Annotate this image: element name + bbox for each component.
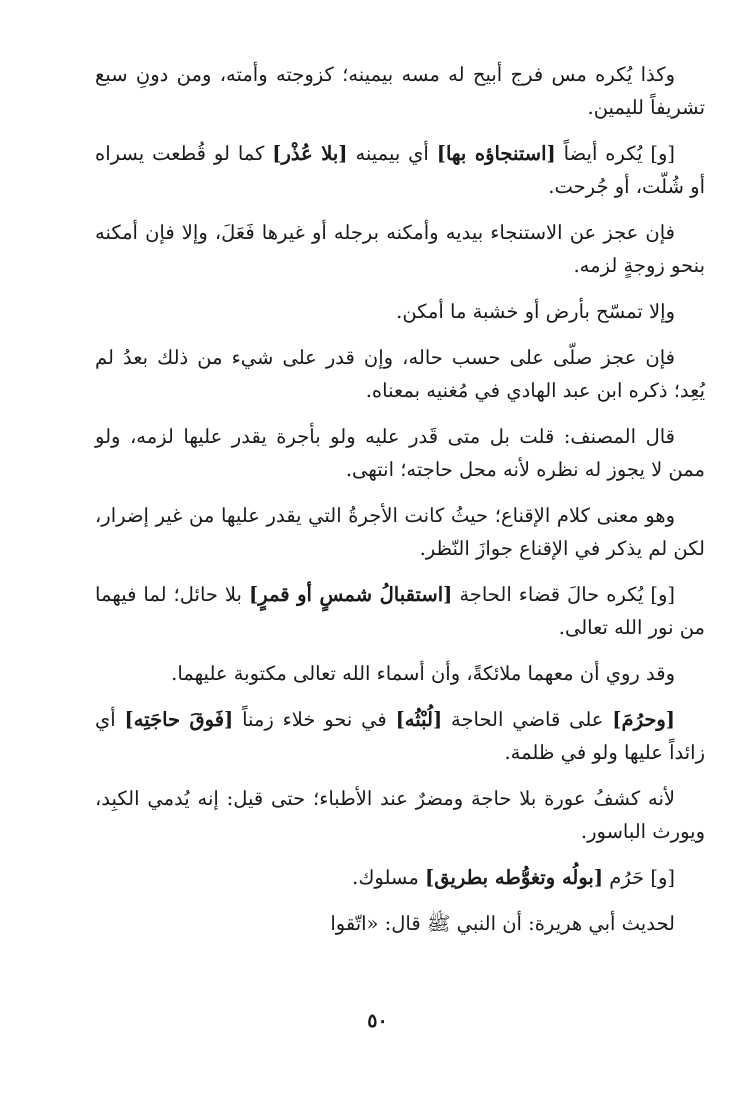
paragraph-10-text-c: أي زائداً عليها ولو في ظلمة. [95, 708, 705, 764]
paragraph-10-bold-b: [لُبْثُه] [395, 708, 443, 731]
paragraph-1: وكذا يُكره مس فرج أبيح له مسه بيمينه؛ كزوجته وأمته، ومن دونِ سبع تشريفاً لليمين. [95, 63, 705, 119]
paragraph-12 [95, 861, 705, 894]
paragraph-12-text-a: [و] حَرُم [603, 866, 675, 889]
paragraph-8 [95, 578, 705, 644]
paragraph-6: قال المصنف: قلت بل متى قَدر عليه ولو بأجرة يقدر عليها لزمه، ولو ممن لا يجوز له نظره لأنه محل حاجته؛ انتهى. [95, 425, 705, 481]
paragraph-3: فإن عجز عن الاستنجاء بيديه وأمكنه برجله أو غيرها فَعَلَ، وإلا فإن أمكنه بنحو زوجةٍ لزمه. [95, 221, 705, 277]
page-number: ٥٠ [367, 1010, 388, 1032]
paragraph-2-text-c: كما لو قُطعت يسراه أو شُلّت، أو جُرحت. [95, 142, 705, 198]
paragraph-10 [95, 703, 705, 769]
paragraph-2-text-b: أي بيمينه [347, 142, 437, 165]
paragraph-2-bold-b: [بلا عُذْر] [272, 142, 348, 165]
paragraph-4: وإلا تمسّح بأرض أو خشبة ما أمكن. [396, 300, 675, 323]
paragraph-12-text-b: مسلوك. [352, 866, 425, 889]
paragraph-9: وقد روي أن معهما ملائكةً، وأن أسماء الله تعالى مكتوبة عليهما. [171, 662, 675, 685]
document-page [95, 50, 705, 953]
paragraph-10-text-b: في نحو خلاء زمناً [233, 708, 396, 731]
paragraph-5: فإن عجز صلّى على حسب حاله، وإن قدر على شيء من ذلك بعدُ لم يُعِد؛ ذكره ابن عبد الهادي في مُغنيه بمعناه. [95, 346, 705, 402]
paragraph-2-bold-a: [استنجاؤه بها] [436, 142, 556, 165]
paragraph-2-text-a: [و] يُكره أيضاً [555, 142, 675, 165]
paragraph-10-bold-c: [فَوقَ حاجَتِه] [124, 708, 234, 731]
paragraph-10-text-a: على قاضي الحاجة [442, 708, 613, 731]
paragraph-10-bold-a: [وحرُمَ] [612, 708, 676, 731]
paragraph-7: وهو معنى كلام الإقناع؛ حيثُ كانت الأجرةُ التي يقدر عليها من غير إضرار، لكن لم يذكر في الإقناع جوازَ النّظر. [95, 504, 705, 560]
paragraph-2 [95, 137, 705, 203]
paragraph-8-bold-a: [استقبالُ شمسٍ أو قمرٍ] [248, 583, 453, 606]
paragraph-11: لأنه كشفُ عورة بلا حاجة ومضرٌ عند الأطباء؛ حتى قيل: إنه يُدمي الكبِد، ويورث الباسور. [95, 787, 705, 843]
paragraph-8-text-a: [و] يُكره حالَ قضاء الحاجة [452, 583, 676, 606]
paragraph-12-bold-a: [بولُه وتغوُّطه بطريق] [424, 866, 604, 889]
paragraph-13: لحديث أبي هريرة: أن النبي ﷺ قال: «اتّقوا [330, 912, 675, 935]
paragraph-8-text-b: بلا حائل؛ لما فيهما من نور الله تعالى. [95, 583, 705, 639]
